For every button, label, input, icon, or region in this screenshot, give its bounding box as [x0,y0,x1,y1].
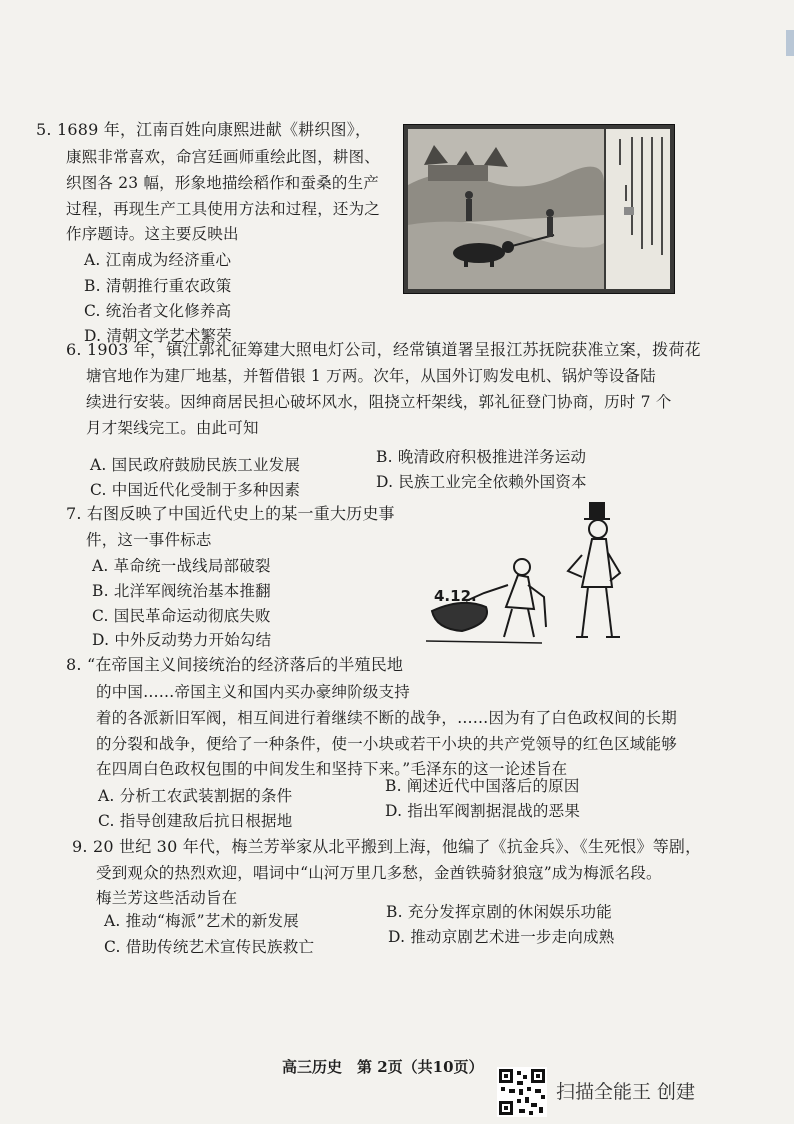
q5-option-c: C. 统治者文化修养高 [84,302,232,320]
q7-stem-line2: 件，这一事件标志 [86,531,212,549]
q7-option-a: A. 革命统一战线局部破裂 [92,557,271,575]
page-footer: 高三历史 第 2页（共10页） [282,1058,484,1076]
q9-stem-line1: 9. 20 世纪 30 年代，梅兰芳举家从北平搬到上海，他编了《抗金兵》、《生死恨》等剧， [72,837,702,856]
q7-option-d: D. 中外反动势力开始勾结 [92,631,272,649]
scanner-watermark: 扫描全能王 创建 [556,1081,696,1103]
q7-option-b: B. 北洋军阀统治基本推翻 [92,582,271,600]
q6-stem-line1: 6. 1903 年，镇江郭礼征筹建大照电灯公司，经常镇道署呈报江苏抚院获准立案，拨荷花 [66,340,701,359]
q5-option-a: A. 江南成为经济重心 [84,251,232,269]
q9-option-d: D. 推动京剧艺术进一步走向成熟 [388,928,615,946]
q8-stem-line3: 着的各派新旧军阀，相互间进行着继续不断的战争，……因为有了白色政权间的长期 [96,709,677,727]
q6-stem-line3: 续进行安装。因绅商居民担心破坏风水，阻挠立杆架线，郭礼征登门协商，历时 7 个 [86,393,672,411]
q9-option-b: B. 充分发挥京剧的休闲娱乐功能 [386,903,612,921]
gengzhi-painting-image [403,124,675,294]
q5-stem-line4: 过程，再现生产工具使用方法和过程，还为之 [66,200,381,218]
q6-stem-line4: 月才架线完工。由此可知 [86,419,259,437]
q5-stem-line2: 康熙非常喜欢，命宫廷画师重绘此图，耕图、 [66,148,381,166]
q7-stem-line1: 7. 右图反映了中国近代史上的某一重大历史事 [66,504,395,523]
q5-stem-line3: 织图各 23 幅，形象地描绘稻作和蚕桑的生产 [66,174,379,192]
q8-option-a: A. 分析工农武装割据的条件 [98,787,293,805]
q8-option-c: C. 指导创建敌后抗日根据地 [98,812,293,830]
q5-option-d: D. 清朝文学艺术繁荣 [84,327,232,345]
q8-stem-line1: 8. “在帝国主义间接统治的经济落后的半殖民地 [66,655,404,674]
q9-stem-line3: 梅兰芳这些活动旨在 [96,889,238,907]
historical-cartoon-image [422,497,632,647]
page-corner-mark [786,30,794,56]
q9-option-c: C. 借助传统艺术宣传民族救亡 [104,938,315,956]
q6-option-b: B. 晚清政府积极推进洋务运动 [376,448,587,466]
cartoon-date-label: 4.12. [434,587,477,605]
q7-option-c: C. 国民革命运动彻底失败 [92,607,271,625]
q5-option-b: B. 清朝推行重农政策 [84,277,232,295]
qr-code-icon [497,1067,547,1117]
q8-stem-line5: 在四周白色政权包围的中间发生和坚持下来。”毛泽东的这一论述旨在 [96,760,568,778]
q8-option-d: D. 指出军阀割据混战的恶果 [385,802,581,820]
q5-stem-line1: 5. 1689 年，江南百姓向康熙进献《耕织图》， [36,120,372,139]
q8-stem-line2: 的中国……帝国主义和国内买办豪绅阶级支持 [96,683,411,701]
q8-stem-line4: 的分裂和战争，便给了一种条件，使一小块或若干小块的共产党领导的红色区域能够 [96,735,677,753]
q9-option-a: A. 推动“梅派”艺术的新发展 [104,912,299,930]
q9-stem-line2: 受到观众的热烈欢迎，唱词中“山河万里几多愁，金酋铁骑豺狼寇”成为梅派名段。 [96,864,662,882]
q6-stem-line2: 塘官地作为建厂地基，并暂借银 1 万两。次年，从国外订购发电机、锅炉等设备陆 [86,367,656,385]
q5-stem-line5: 作序题诗。这主要反映出 [66,225,239,243]
q6-option-d: D. 民族工业完全依赖外国资本 [376,473,587,491]
q8-option-b: B. 阐述近代中国落后的原因 [385,777,580,795]
q6-option-c: C. 中国近代化受制于多种因素 [90,481,301,499]
q6-option-a: A. 国民政府鼓励民族工业发展 [90,456,301,474]
